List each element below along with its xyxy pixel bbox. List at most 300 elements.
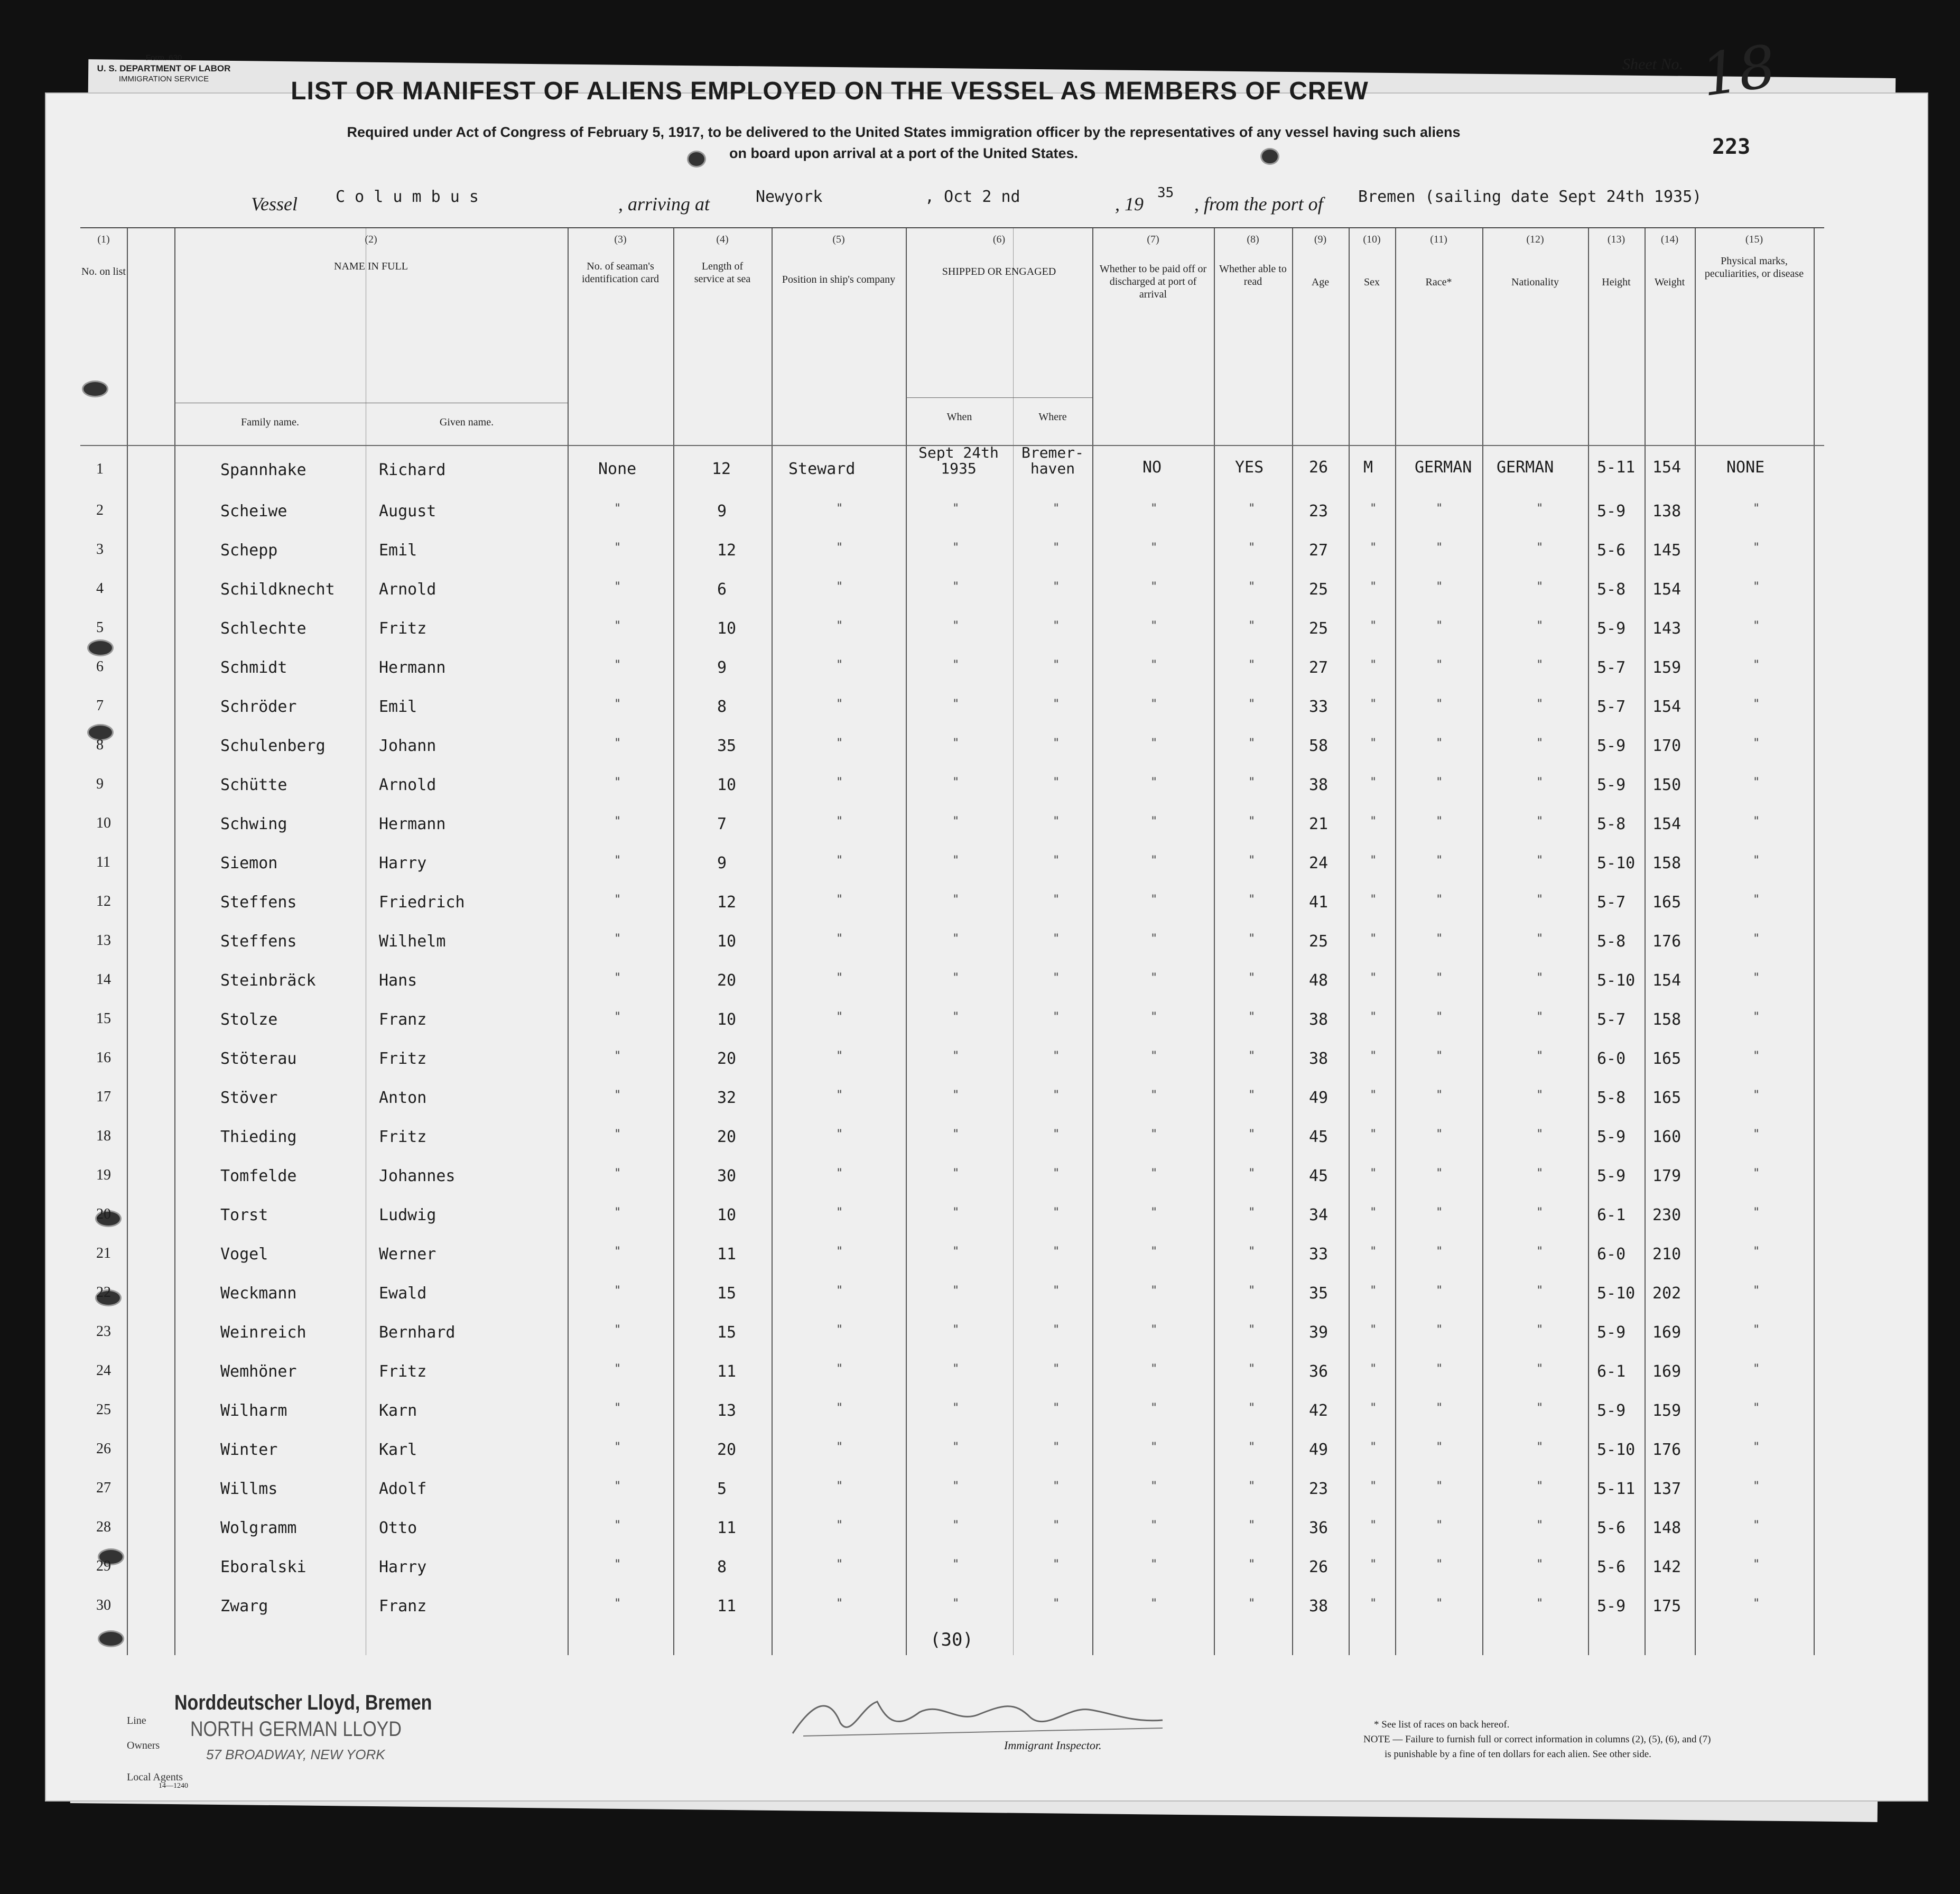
row-number: 19 <box>96 1167 111 1183</box>
when-ditto: " <box>952 1050 960 1063</box>
paid-off-ditto: " <box>1150 541 1158 554</box>
line-label: Line <box>127 1715 146 1726</box>
row-number: 25 <box>96 1401 111 1418</box>
crew-table <box>80 227 1824 1655</box>
service-length: 8 <box>717 698 727 716</box>
service-length: 10 <box>717 619 737 638</box>
row-number: 17 <box>96 1089 111 1105</box>
weight: 158 <box>1652 1010 1682 1029</box>
table-row <box>80 1001 1824 1039</box>
where-ditto: " <box>1053 1441 1060 1454</box>
table-row <box>80 1470 1824 1508</box>
row-number: 4 <box>96 580 104 597</box>
sex-ditto: " <box>1370 580 1377 593</box>
given-name: Karl <box>379 1441 417 1459</box>
service-length: 11 <box>717 1362 737 1381</box>
nationality-ditto: " <box>1536 1597 1544 1610</box>
marks-ditto: " <box>1753 1128 1760 1141</box>
marks-ditto: " <box>1753 698 1760 711</box>
header-age: Age <box>1311 276 1330 288</box>
note-penalty: NOTE — Failure to furnish full or correct information in columns (2), (5), (6), and (7) <box>1363 1734 1711 1745</box>
age: 38 <box>1309 1010 1329 1029</box>
where-ditto: " <box>1053 541 1060 554</box>
table-row <box>80 1079 1824 1117</box>
sex-ditto: " <box>1370 1401 1377 1415</box>
marks-ditto: " <box>1753 776 1760 789</box>
sex-ditto: " <box>1370 1480 1377 1493</box>
position-ditto: " <box>836 1206 843 1219</box>
height: 5-9 <box>1597 1167 1626 1185</box>
marks-ditto: " <box>1753 1050 1760 1063</box>
year-value: 35 <box>1157 185 1174 201</box>
id-card-ditto: " <box>614 1206 621 1219</box>
when-ditto: " <box>952 1167 960 1180</box>
row-number: 30 <box>96 1597 111 1613</box>
given-name: Friedrich <box>379 893 465 912</box>
able-to-read: YES <box>1235 458 1264 477</box>
marks-ditto: " <box>1753 815 1760 828</box>
weight: 154 <box>1652 971 1682 990</box>
paid-off-ditto: " <box>1150 698 1158 711</box>
family-name: Thieding <box>220 1128 297 1146</box>
id-card-ditto: " <box>614 541 621 554</box>
id-card-ditto: " <box>614 1519 621 1532</box>
where-ditto: " <box>1053 815 1060 828</box>
service-length: 10 <box>717 1206 737 1224</box>
race: GERMAN <box>1415 458 1472 477</box>
marks-ditto: " <box>1753 619 1760 633</box>
id-card-ditto: " <box>614 1401 621 1415</box>
nationality-ditto: " <box>1536 1480 1544 1493</box>
position-ditto: " <box>836 1323 843 1336</box>
row-number: 13 <box>96 932 111 949</box>
sex-ditto: " <box>1370 1558 1377 1571</box>
race-ditto: " <box>1436 1558 1443 1571</box>
weight: 159 <box>1652 658 1682 677</box>
race-ditto: " <box>1436 1323 1443 1336</box>
weight: 145 <box>1652 541 1682 560</box>
weight: 179 <box>1652 1167 1682 1185</box>
table-row <box>80 727 1824 765</box>
nationality-ditto: " <box>1536 1284 1544 1297</box>
header-sex: Sex <box>1364 276 1380 288</box>
paid-off-ditto: " <box>1150 893 1158 906</box>
race-ditto: " <box>1436 893 1443 906</box>
service-length: 10 <box>717 932 737 951</box>
race-ditto: " <box>1436 854 1443 867</box>
nationality-ditto: " <box>1536 893 1544 906</box>
weight: 165 <box>1652 1089 1682 1107</box>
header-length-of-service: Length of service at sea <box>694 261 751 285</box>
where-ditto: " <box>1053 932 1060 945</box>
position-ditto: " <box>836 1519 843 1532</box>
marks-ditto: " <box>1753 1089 1760 1102</box>
row-number: 6 <box>96 658 104 675</box>
weight: 138 <box>1652 502 1682 521</box>
id-card-ditto: " <box>614 1050 621 1063</box>
where-ditto: " <box>1053 1089 1060 1102</box>
given-name: Franz <box>379 1597 427 1616</box>
position-ditto: " <box>836 1597 843 1610</box>
page-title: LIST OR MANIFEST OF ALIENS EMPLOYED ON THE VESSEL AS MEMBERS OF CREW <box>291 77 1369 105</box>
nationality-ditto: " <box>1536 1128 1544 1141</box>
where-ditto: " <box>1053 1597 1060 1610</box>
race-ditto: " <box>1436 580 1443 593</box>
height: 5-6 <box>1597 1558 1626 1576</box>
row-number: 7 <box>96 698 104 714</box>
when-ditto: " <box>952 1597 960 1610</box>
header-able-to-read: Whether able to read <box>1219 263 1287 287</box>
service-length: 5 <box>717 1480 727 1498</box>
header-height: Height <box>1602 276 1631 288</box>
height: 5-11 <box>1597 1480 1636 1498</box>
table-row <box>80 610 1824 648</box>
nationality-ditto: " <box>1536 1362 1544 1376</box>
marks-ditto: " <box>1753 893 1760 906</box>
given-name: Franz <box>379 1010 427 1029</box>
owners-label: Owners <box>127 1740 160 1751</box>
height: 6-1 <box>1597 1206 1626 1224</box>
service-length: 20 <box>717 1128 737 1146</box>
where-ditto: " <box>1053 580 1060 593</box>
where-ditto: " <box>1053 1362 1060 1376</box>
given-name: Emil <box>379 698 417 716</box>
when-ditto: " <box>952 1480 960 1493</box>
total-count: (30) <box>930 1629 973 1650</box>
age: 38 <box>1309 1597 1329 1616</box>
line-stamp: Norddeutscher Lloyd, Bremen <box>174 1691 432 1714</box>
where-ditto: " <box>1053 893 1060 906</box>
paid-off-ditto: " <box>1150 580 1158 593</box>
age: 58 <box>1309 737 1329 755</box>
table-row <box>80 1196 1824 1234</box>
table-row <box>80 1275 1824 1313</box>
id-card-ditto: " <box>614 1558 621 1571</box>
read-ditto: " <box>1248 698 1256 711</box>
given-name: Fritz <box>379 1362 427 1381</box>
position-ditto: " <box>836 1245 843 1258</box>
age: 49 <box>1309 1441 1329 1459</box>
id-card-ditto: " <box>614 737 621 750</box>
paid-off-ditto: " <box>1150 1362 1158 1376</box>
form-number: Form. 630 <box>145 53 182 62</box>
when-ditto: " <box>952 502 960 515</box>
read-ditto: " <box>1248 1597 1256 1610</box>
where-ditto: " <box>1053 854 1060 867</box>
service-length: 20 <box>717 1441 737 1459</box>
read-ditto: " <box>1248 1480 1256 1493</box>
paid-off-ditto: " <box>1150 1597 1158 1610</box>
vessel-label: Vessel <box>251 193 298 215</box>
header-weight: Weight <box>1654 276 1685 288</box>
family-name: Spannhake <box>220 461 306 479</box>
inspector-label: Immigrant Inspector. <box>1004 1739 1102 1752</box>
paid-off-ditto: " <box>1150 1050 1158 1063</box>
position-ditto: " <box>836 541 843 554</box>
when-ditto: " <box>952 1128 960 1141</box>
position-ditto: " <box>836 1401 843 1415</box>
age: 27 <box>1309 541 1329 560</box>
vessel-info <box>201 185 1839 219</box>
height: 5-9 <box>1597 737 1626 755</box>
race-ditto: " <box>1436 1167 1443 1180</box>
table-row <box>80 532 1824 570</box>
read-ditto: " <box>1248 1519 1256 1532</box>
age: 39 <box>1309 1323 1329 1342</box>
where-ditto: " <box>1053 1558 1060 1571</box>
sex: M <box>1363 458 1373 477</box>
position-ditto: " <box>836 1167 843 1180</box>
shipped-where-1: Bremer- <box>1021 444 1084 461</box>
marks-ditto: " <box>1753 1284 1760 1297</box>
table-row <box>80 1040 1824 1078</box>
position-ditto: " <box>836 854 843 867</box>
height: 5-8 <box>1597 580 1626 599</box>
marks-ditto: " <box>1753 1010 1760 1024</box>
position-ditto: " <box>836 1480 843 1493</box>
age: 38 <box>1309 776 1329 794</box>
position-ditto: " <box>836 1558 843 1571</box>
id-card-ditto: " <box>614 1167 621 1180</box>
row-number: 29 <box>96 1558 111 1574</box>
weight: 143 <box>1652 619 1682 638</box>
race-ditto: " <box>1436 1089 1443 1102</box>
paid-off-ditto: " <box>1150 1323 1158 1336</box>
given-name: Ludwig <box>379 1206 436 1224</box>
table-row <box>80 1236 1824 1274</box>
age: 41 <box>1309 893 1329 912</box>
read-ditto: " <box>1248 1245 1256 1258</box>
table-row <box>80 1548 1824 1586</box>
col-num: (14) <box>1660 234 1679 245</box>
race-ditto: " <box>1436 502 1443 515</box>
paid-off-ditto: " <box>1150 1010 1158 1024</box>
given-name: Karn <box>379 1401 417 1420</box>
family-name: Torst <box>220 1206 268 1224</box>
header-name-in-full: NAME IN FULL <box>334 261 408 272</box>
weight: 169 <box>1652 1323 1682 1342</box>
weight: 154 <box>1652 698 1682 716</box>
position-ditto: " <box>836 932 843 945</box>
row-number: 27 <box>96 1480 111 1496</box>
sex-ditto: " <box>1370 1245 1377 1258</box>
family-name: Scheiwe <box>220 502 287 521</box>
height: 5-9 <box>1597 1401 1626 1420</box>
sex-ditto: " <box>1370 1010 1377 1024</box>
paid-off-ditto: " <box>1150 658 1158 672</box>
given-name: Fritz <box>379 1050 427 1068</box>
id-card-ditto: " <box>614 1323 621 1336</box>
marks-ditto: " <box>1753 1206 1760 1219</box>
table-row <box>80 649 1824 687</box>
when-ditto: " <box>952 1519 960 1532</box>
age: 25 <box>1309 932 1329 951</box>
marks-ditto: " <box>1753 1323 1760 1336</box>
id-card-ditto: " <box>614 815 621 828</box>
race-ditto: " <box>1436 1401 1443 1415</box>
nationality-ditto: " <box>1536 737 1544 750</box>
race-ditto: " <box>1436 658 1443 672</box>
department-name: U. S. DEPARTMENT OF LABOR <box>97 63 231 73</box>
sheet-label: Sheet No. <box>1622 55 1683 73</box>
paid-off-ditto: " <box>1150 1245 1158 1258</box>
read-ditto: " <box>1248 1167 1256 1180</box>
when-ditto: " <box>952 737 960 750</box>
table-row <box>80 1509 1824 1547</box>
paid-off-ditto: " <box>1150 737 1158 750</box>
race-ditto: " <box>1436 698 1443 711</box>
paid-off-ditto: " <box>1150 1558 1158 1571</box>
where-ditto: " <box>1053 1206 1060 1219</box>
sex-ditto: " <box>1370 932 1377 945</box>
age: 35 <box>1309 1284 1329 1303</box>
race-ditto: " <box>1436 541 1443 554</box>
col-num: (7) <box>1147 234 1159 245</box>
weight: 169 <box>1652 1362 1682 1381</box>
height: 5-7 <box>1597 698 1626 716</box>
family-name: Schulenberg <box>220 737 326 755</box>
sex-ditto: " <box>1370 619 1377 633</box>
row-number: 23 <box>96 1323 111 1340</box>
header-no-on-list: No. on list <box>81 266 126 277</box>
nationality-ditto: " <box>1536 1245 1544 1258</box>
when-ditto: " <box>952 1323 960 1336</box>
col-num: (12) <box>1526 234 1544 245</box>
age: 21 <box>1309 815 1329 833</box>
read-ditto: " <box>1248 1558 1256 1571</box>
id-card-ditto: " <box>614 932 621 945</box>
weight: 170 <box>1652 737 1682 755</box>
family-name: Willms <box>220 1480 278 1498</box>
row-number: 9 <box>96 776 104 792</box>
family-name: Zwarg <box>220 1597 268 1616</box>
race-ditto: " <box>1436 971 1443 985</box>
sex-ditto: " <box>1370 1167 1377 1180</box>
weight: 165 <box>1652 893 1682 912</box>
position-ditto: " <box>836 815 843 828</box>
table-row <box>80 1118 1824 1156</box>
age: 49 <box>1309 1089 1329 1107</box>
read-ditto: " <box>1248 502 1256 515</box>
vessel-name: C o l u m b u s <box>336 188 479 206</box>
row-number: 11 <box>96 854 110 870</box>
when-ditto: " <box>952 698 960 711</box>
table-row <box>80 1314 1824 1352</box>
family-name: Winter <box>220 1441 278 1459</box>
service-name: IMMIGRATION SERVICE <box>118 75 209 83</box>
weight: 176 <box>1652 932 1682 951</box>
nationality-ditto: " <box>1536 1206 1544 1219</box>
when-ditto: " <box>952 815 960 828</box>
height: 5-9 <box>1597 502 1626 521</box>
paid-off-ditto: " <box>1150 932 1158 945</box>
where-ditto: " <box>1053 737 1060 750</box>
id-card-ditto: " <box>614 1128 621 1141</box>
print-identifier: 14—1240 <box>159 1782 188 1790</box>
weight: 148 <box>1652 1519 1682 1537</box>
service-length: 9 <box>717 658 727 677</box>
marks-ditto: " <box>1753 1245 1760 1258</box>
given-name: Adolf <box>379 1480 427 1498</box>
service-length: 12 <box>712 460 731 478</box>
sex-ditto: " <box>1370 1089 1377 1102</box>
race-ditto: " <box>1436 1284 1443 1297</box>
age: 25 <box>1309 580 1329 599</box>
race-ditto: " <box>1436 1519 1443 1532</box>
given-name: August <box>379 502 436 521</box>
weight: 154 <box>1652 458 1682 477</box>
where-ditto: " <box>1053 1401 1060 1415</box>
marks-ditto: " <box>1753 1597 1760 1610</box>
paid-off-ditto: " <box>1150 1480 1158 1493</box>
height: 5-10 <box>1597 971 1636 990</box>
table-row <box>80 493 1824 531</box>
given-name: Emil <box>379 541 417 560</box>
race-ditto: " <box>1436 932 1443 945</box>
row-number: 5 <box>96 619 104 636</box>
when-ditto: " <box>952 932 960 945</box>
read-ditto: " <box>1248 1128 1256 1141</box>
race-ditto: " <box>1436 1362 1443 1376</box>
sex-ditto: " <box>1370 971 1377 985</box>
where-ditto: " <box>1053 1128 1060 1141</box>
marks-ditto: " <box>1753 541 1760 554</box>
paid-off: NO <box>1142 458 1162 477</box>
service-length: 6 <box>717 580 727 599</box>
row-number: 8 <box>96 737 104 753</box>
position-ditto: " <box>836 658 843 672</box>
given-name: Harry <box>379 854 427 872</box>
header-id-card: No. of seaman's identification card <box>581 261 659 285</box>
service-length: 15 <box>717 1323 737 1342</box>
col-num: (3) <box>614 234 627 245</box>
when-ditto: " <box>952 1401 960 1415</box>
from-label: , from the port of <box>1194 193 1323 215</box>
nationality-ditto: " <box>1536 1010 1544 1024</box>
header-physical-marks: Physical marks, peculiarities, or disease <box>1704 255 1804 280</box>
id-card-ditto: " <box>614 854 621 867</box>
note-penalty-cont: is punishable by a fine of ten dollars for each alien. See other side. <box>1385 1749 1651 1760</box>
nationality-ditto: " <box>1536 580 1544 593</box>
position-ditto: " <box>836 1284 843 1297</box>
shipped-when-date: Sept 24th <box>918 444 999 461</box>
table-row <box>80 1353 1824 1391</box>
nationality-ditto: " <box>1536 619 1544 633</box>
given-name: Arnold <box>379 776 436 794</box>
where-ditto: " <box>1053 1284 1060 1297</box>
given-name: Fritz <box>379 1128 427 1146</box>
service-length: 20 <box>717 1050 737 1068</box>
where-ditto: " <box>1053 658 1060 672</box>
height: 5-9 <box>1597 776 1626 794</box>
height: 5-8 <box>1597 932 1626 951</box>
row-number: 2 <box>96 502 104 518</box>
paid-off-ditto: " <box>1150 854 1158 867</box>
weight: 158 <box>1652 854 1682 872</box>
family-name: Wilharm <box>220 1401 287 1420</box>
service-length: 12 <box>717 893 737 912</box>
id-card-ditto: " <box>614 658 621 672</box>
where-ditto: " <box>1053 698 1060 711</box>
read-ditto: " <box>1248 1284 1256 1297</box>
family-name: Stolze <box>220 1010 278 1029</box>
service-length: 11 <box>717 1245 737 1264</box>
family-name: Schmidt <box>220 658 287 677</box>
read-ditto: " <box>1248 1050 1256 1063</box>
service-length: 7 <box>717 815 727 833</box>
age: 27 <box>1309 658 1329 677</box>
sex-ditto: " <box>1370 815 1377 828</box>
